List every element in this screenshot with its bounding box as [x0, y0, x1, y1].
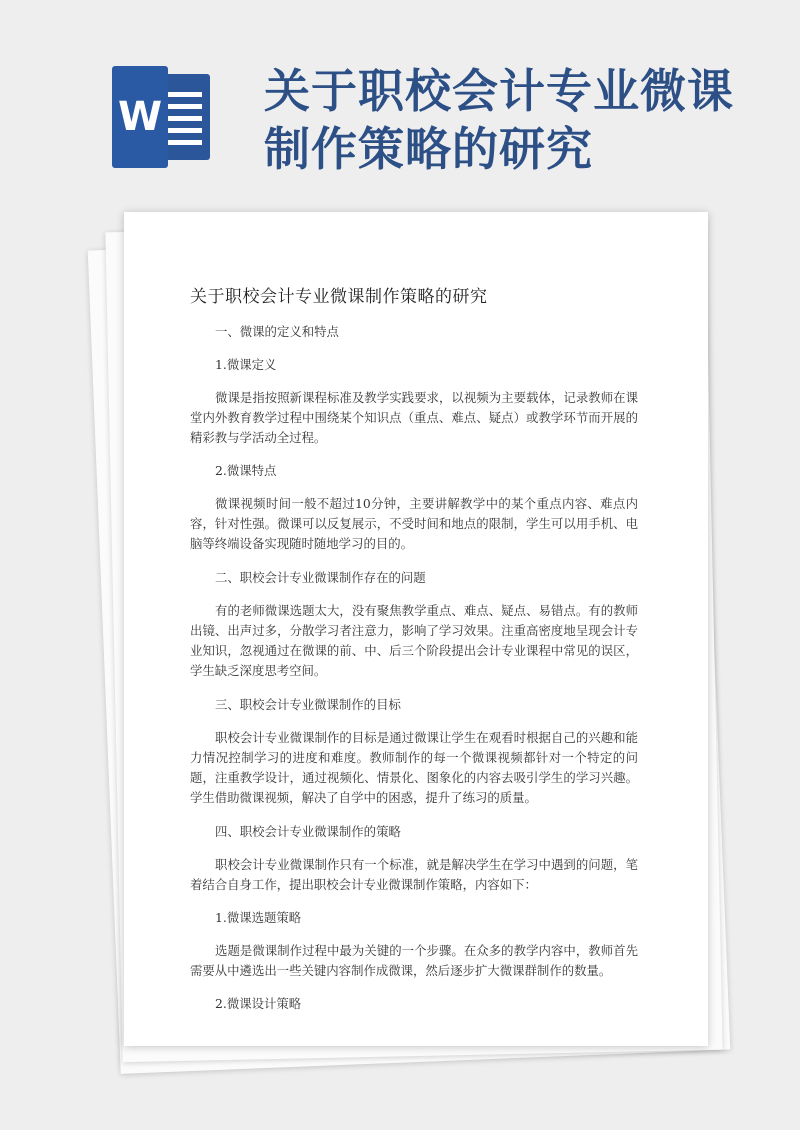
document-body [190, 322, 638, 1014]
section-heading: 二、职校会计专业微课制作存在的问题 [215, 570, 426, 585]
word-icon-letter: W [112, 66, 168, 168]
banner-title-line-2: 制作策略的研究 [264, 122, 593, 176]
section-heading: 四、职校会计专业微课制作的策略 [215, 824, 401, 839]
word-icon-line [162, 104, 202, 109]
subsection-heading: 2.微课设计策略 [215, 996, 302, 1011]
paragraph: 职校会计专业微课制作只有一个标准，就是解决学生在学习中遇到的问题，笔着结合自身工作，提出职校会计专业微课制作策略，内容如下： [190, 857, 638, 892]
paragraph: 微课是指按照新课程标准及教学实践要求，以视频为主要载体，记录教师在课堂内外教育教学过程中围绕某个知识点（重点、难点、疑点）或教学环节而开展的精彩教与学活动全过程。 [190, 390, 638, 445]
paragraph: 微课视频时间一般不超过10分钟，主要讲解教学中的某个重点内容、难点内容，针对性强。微课可以反复展示，不受时间和地点的限制，学生可以用手机、电脑等终端设备实现随时随地学习的目的。 [190, 496, 638, 551]
document-title: 关于职校会计专业微课制作策略的研究 [190, 287, 488, 307]
paragraph: 职校会计专业微课制作的目标是通过微课让学生在观看时根据自己的兴趣和能力情况控制学习的进度和难度。教师制作的每一个微课视频都针对一个特定的问题，注重教学设计，通过视频化、情景化、图象化的内容去吸引学生的学习兴趣。学生借助微课视频，解决了自学中的困惑，提升了练习的质量。 [190, 730, 638, 805]
word-icon-line [162, 92, 202, 97]
banner [0, 0, 800, 205]
subsection-heading: 1.微课选题策略 [215, 910, 302, 925]
paragraph: 选题是微课制作过程中最为关键的一个步骤。在众多的教学内容中，教师首先需要从中遴选出一些关键内容制作成微课，然后逐步扩大微课群制作的数量。 [190, 943, 638, 978]
section-heading: 三、职校会计专业微课制作的目标 [215, 697, 401, 712]
word-icon-line [162, 128, 202, 133]
banner-title [264, 62, 734, 178]
subsection-heading: 2.微课特点 [215, 463, 277, 478]
banner-title-line-1: 关于职校会计专业微课 [264, 64, 734, 118]
document-page [124, 212, 708, 1046]
paragraph: 有的老师微课选题太大，没有聚焦教学重点、难点、疑点、易错点。有的教师出镜、出声过多，分散学习者注意力，影响了学习效果。注重高密度地呈现会计专业知识，忽视通过在微课的前、中、后三个阶段提出会计专业课程中常见的误区，学生缺乏深度思考空间。 [190, 603, 638, 678]
word-icon-line [162, 140, 202, 145]
subsection-heading: 1.微课定义 [215, 357, 277, 372]
word-icon-line [162, 116, 202, 121]
word-document-icon [112, 66, 214, 168]
section-heading: 一、微课的定义和特点 [215, 324, 339, 339]
